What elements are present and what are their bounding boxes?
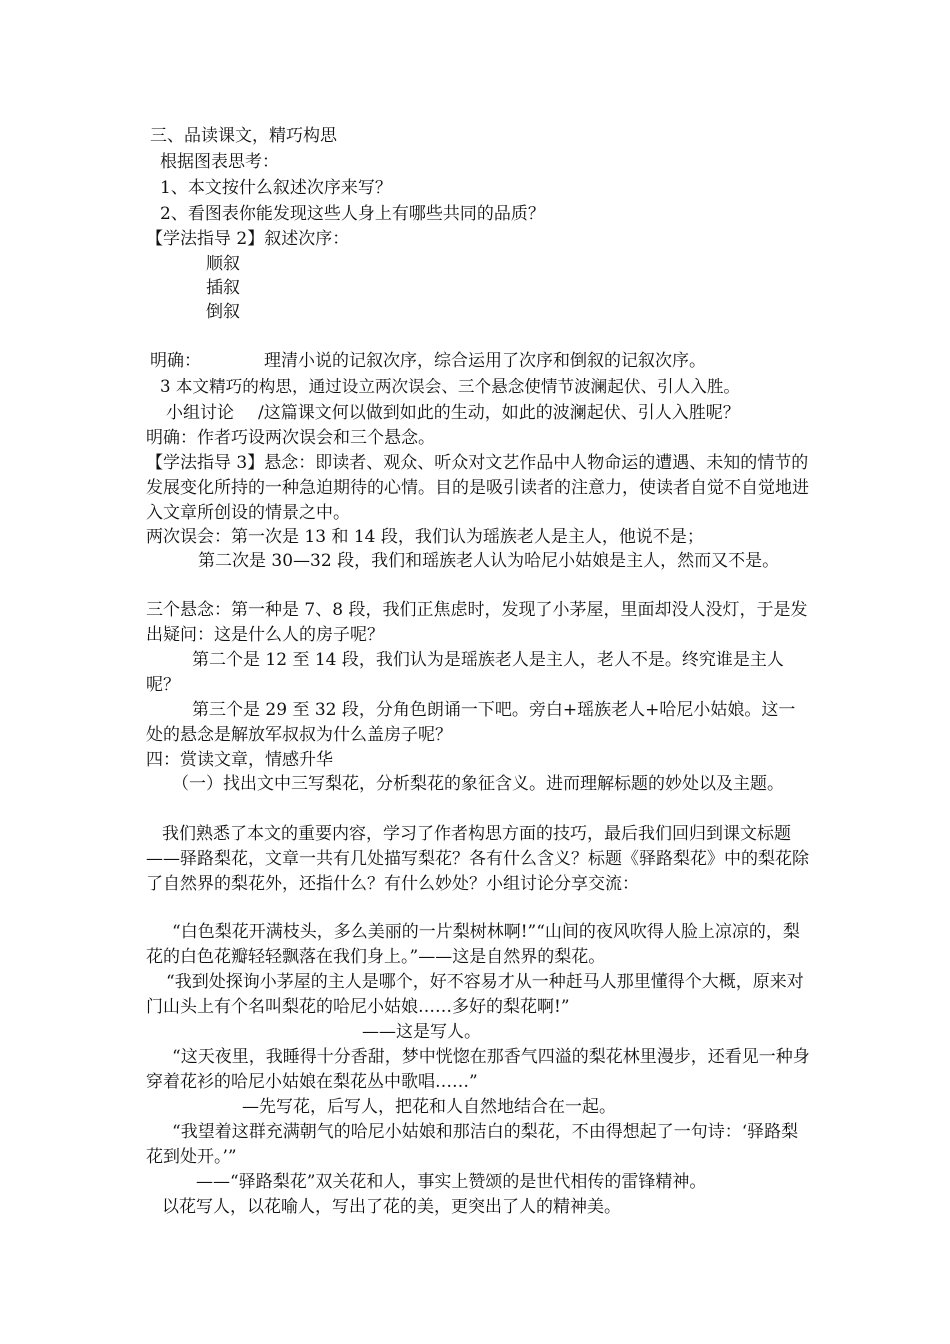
quote-3: “这天夜里，我睡得十分香甜，梦中恍惚在那香气四溢的梨花林里漫步，还看见一种身穿着花衫的哈尼小姑娘在梨花丛中歌唱……” <box>146 1047 810 1092</box>
order-item-3: 倒叙 <box>206 302 240 322</box>
quote-1: “白色梨花开满枝头，多么美丽的一片梨树林啊!”“山间的夜风吹得人脸上凉凉的，梨花的白色花瓣轻轻飘落在我们身上。”——这是自然界的梨花。 <box>146 922 800 967</box>
note-4: ——“驿路梨花”双关花和人，事实上赞颂的是世代相传的雷锋精神。 <box>196 1172 707 1192</box>
note-2: ——这是写人。 <box>362 1022 481 1042</box>
prompt-text: 根据图表思考： <box>160 152 279 172</box>
study-guide-3: 【学法指导 3】悬念：即读者、观众、听众对文艺作品中人物命运的遭遇、未知的情节的发展变化所持的一种急迫期待的心情。目的是吸引读者的注意力，使读者自觉不自觉地进入文章所创设的情景之中。 <box>146 453 809 523</box>
quote-2: “我到处探询小茅屋的主人是哪个，好不容易才从一种赶马人那里懂得个大概，原来对门山头上有个名叫梨花的哈尼小姑娘……多好的梨花啊!” <box>146 972 804 1017</box>
clarify-text: 理清小说的记叙次序，综合运用了次序和倒叙的记叙次序。 <box>264 351 706 371</box>
suspense-1: 三个悬念：第一种是 7、8 段，我们正焦虑时，发现了小茅屋，里面却没人没灯，于是发出疑问：这是什么人的房子呢？ <box>146 600 808 645</box>
misunderstanding-1: 两次误会：第一次是 13 和 14 段，我们认为瑶族老人是主人，他说不是； <box>146 527 704 547</box>
clarify-2: 明确：作者巧设两次误会和三个悬念。 <box>146 428 435 448</box>
suspense-3: 第三个是 29 至 32 段，分角色朗诵一下吧。旁白+瑶族老人+哈尼小姑娘。这一处的悬念是解放军叔叔为什么盖房子呢？ <box>146 700 796 745</box>
misunderstanding-2: 第二次是 30—32 段，我们和瑶族老人认为哈尼小姑娘是主人，然而又不是。 <box>198 551 780 571</box>
study-guide-2: 【学法指导 2】叙述次序： <box>146 229 350 249</box>
conclusion: 以花写人，以花喻人，写出了花的美，更突出了人的精神美。 <box>162 1197 621 1217</box>
note-3: —先写花，后写人，把花和人自然地结合在一起。 <box>242 1097 616 1117</box>
order-item-1: 顺叙 <box>206 254 240 274</box>
question-1: 1、本文按什么叙述次序来写？ <box>160 178 392 198</box>
section-heading-4: 四：赏读文章，情感升华 <box>146 750 333 770</box>
task-1: （一）找出文中三写梨花，分析梨花的象征含义。进而理解标题的妙处以及主题。 <box>172 774 784 794</box>
suspense-2: 第二个是 12 至 14 段，我们认为是瑶族老人是主人，老人不是。终究谁是主人呢？ <box>146 650 784 695</box>
order-item-2: 插叙 <box>206 278 240 298</box>
question-2: 2、看图表你能发现这些人身上有哪些共同的品质？ <box>160 204 545 224</box>
intro-paragraph: 我们熟悉了本文的重要内容，学习了作者构思方面的技巧，最后我们回归到课文标题——驿路梨花，文章一共有几处描写梨花？各有什么含义？标题《驿路梨花》中的梨花除了自然界的梨花外，还指什么？有什么妙处？小组讨论分享交流： <box>146 824 809 894</box>
point-3: 3 本文精巧的构思，通过设立两次误会、三个悬念使情节波澜起伏、引人入胜。 <box>160 377 741 396</box>
discuss-text: /这篇课文何以做到如此的生动，如此的波澜起伏、引人入胜呢？ <box>258 403 740 423</box>
section-heading-3: 三、品读课文，精巧构思 <box>150 126 337 146</box>
quote-4: “我望着这群充满朝气的哈尼小姑娘和那洁白的梨花，不由得想起了一句诗：‘驿路梨花到处开。’” <box>146 1122 799 1167</box>
discuss-label: 小组讨论 <box>166 403 234 423</box>
clarify-label: 明确： <box>150 351 201 371</box>
